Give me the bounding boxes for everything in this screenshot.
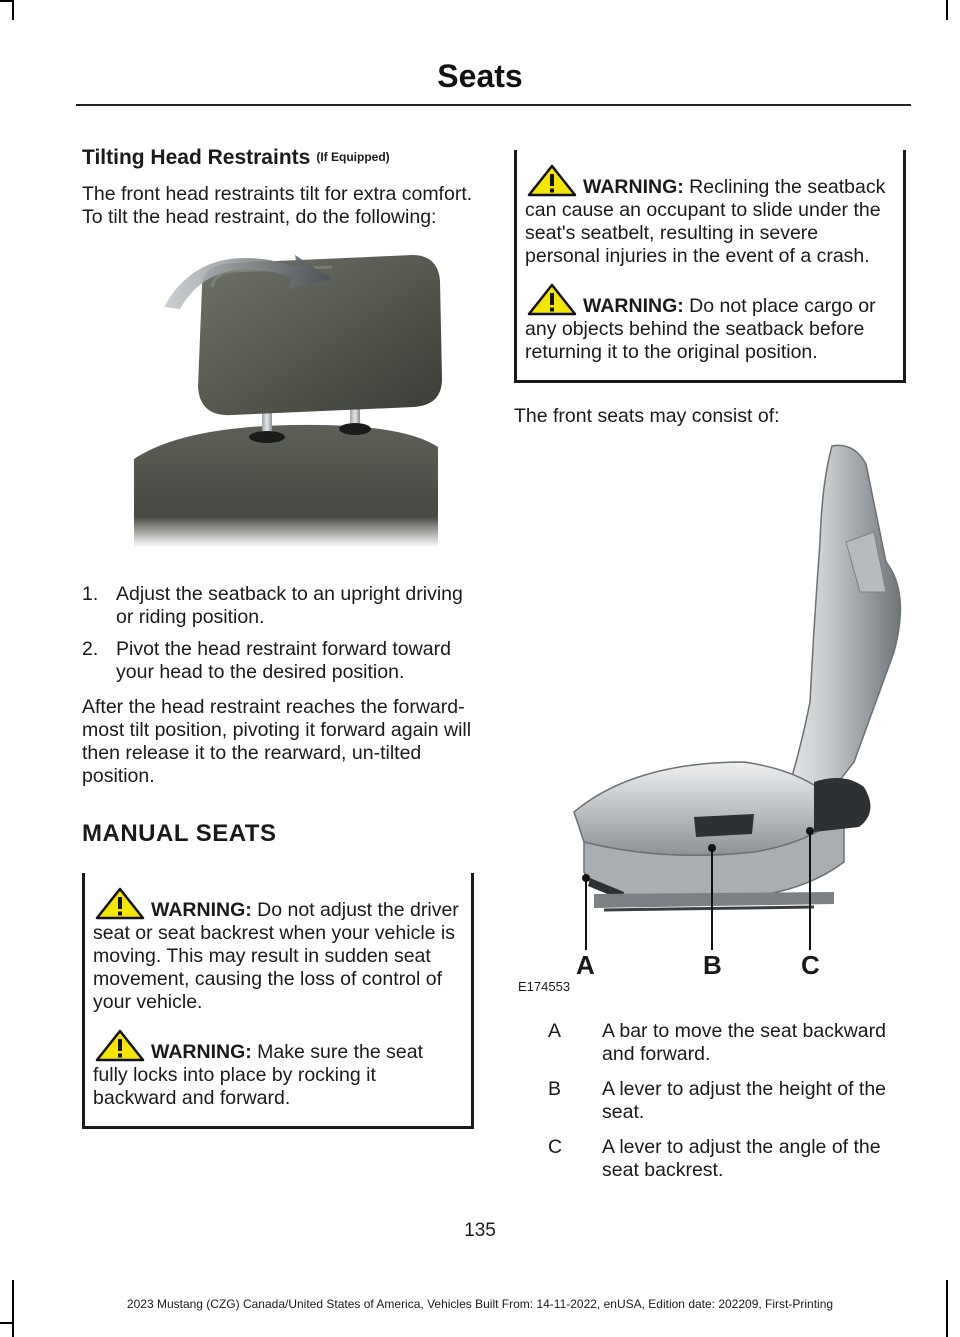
tilting-heading-text: Tilting Head Restraints <box>82 146 311 169</box>
legend-key: A <box>548 1020 562 1042</box>
crop-mark <box>12 0 14 20</box>
warning-box <box>514 150 906 383</box>
warning-text: Do not adjust the driver seat or seat backrest when your vehicle is moving. This may result in sudden seat movement, causing the loss of control of your vehicle. <box>93 899 459 1013</box>
step-text: Pivot the head restraint forward toward your head to the desired position. <box>116 638 451 683</box>
legend-row <box>548 1020 906 1066</box>
warning-text: Make sure the seat fully locks into place by rocking it backward and forward. <box>93 1041 424 1109</box>
warning-item <box>93 1029 463 1110</box>
manual-seat-illustration <box>514 442 906 1002</box>
after-paragraph: After the head restraint reaches the forward-most tilt position, pivoting it forward again will then release it to the rearward, un-tilted position. <box>82 696 472 787</box>
warning-text: Reclining the seatback can cause an occupant to slide under the seat's seatbelt, resulting in severe personal injuries in the event of a crash. <box>525 176 886 267</box>
callout-b: B <box>703 950 722 980</box>
step-text: Adjust the seatback to an upright driving or riding position. <box>116 583 463 628</box>
header-rule <box>76 104 911 106</box>
warning-triangle-icon <box>95 1029 145 1062</box>
warning-text: Do not place cargo or any objects behind the seatback before returning it to the original position. <box>525 295 876 363</box>
head-restraint-illustration <box>82 247 474 557</box>
warning-label: WARNING: <box>151 899 252 921</box>
list-item <box>82 638 474 684</box>
head-restraint-figure <box>82 247 474 557</box>
legend-key: C <box>548 1136 563 1158</box>
legend-row <box>548 1078 906 1124</box>
warning-label: WARNING: <box>583 176 684 198</box>
legend-text: A lever to adjust the height of the seat. <box>602 1078 887 1123</box>
warning-label: WARNING: <box>583 295 684 317</box>
crop-mark <box>946 0 948 20</box>
warning-box <box>82 873 474 1129</box>
warning-triangle-icon <box>95 887 145 920</box>
warning-item <box>525 164 895 268</box>
right-column <box>514 150 906 1194</box>
page-number: 135 <box>464 1220 496 1241</box>
seat-figure <box>514 442 906 1002</box>
legend-key: B <box>548 1078 562 1100</box>
callout-a: A <box>576 950 595 980</box>
page-header-title: Seats <box>437 58 523 94</box>
manual-seats-heading: MANUAL SEATS <box>82 820 277 847</box>
footer-text: 2023 Mustang (CZG) Canada/United States of America, Vehicles Built From: 14-11-2022, enUSA, Edition date: 202209, First-Printing <box>126 1297 834 1311</box>
list-item <box>82 583 474 629</box>
seat-legend <box>548 1020 906 1182</box>
crop-mark <box>0 0 12 2</box>
warning-triangle-icon <box>527 283 577 316</box>
step-number: 2. <box>82 638 99 660</box>
if-equipped-label: (If Equipped) <box>316 150 390 164</box>
step-number: 1. <box>82 583 99 605</box>
warning-triangle-icon <box>527 164 577 197</box>
warning-label: WARNING: <box>151 1041 252 1063</box>
legend-text: A bar to move the seat backward and forward. <box>602 1020 886 1065</box>
left-column <box>82 146 474 1151</box>
warning-item <box>93 887 463 1014</box>
crop-mark <box>0 1322 12 1324</box>
tilting-heading <box>82 146 474 169</box>
tilting-intro: The front head restraints tilt for extra comfort. To tilt the head restraint, do the following: <box>82 183 473 228</box>
front-seats-intro: The front seats may consist of: <box>514 405 780 427</box>
tilt-steps <box>82 583 474 684</box>
figure-code: E174553 <box>518 979 571 994</box>
legend-row <box>548 1136 906 1182</box>
legend-text: A lever to adjust the angle of the seat backrest. <box>602 1136 881 1181</box>
callout-c: C <box>801 950 820 980</box>
warning-item <box>525 283 895 364</box>
